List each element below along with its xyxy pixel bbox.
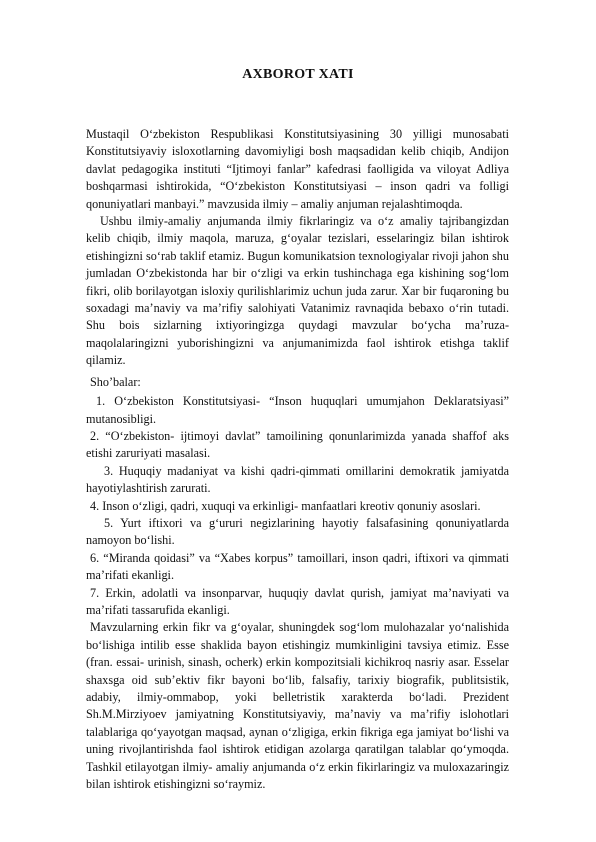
section-item-3: 3. Huquqiy madaniyat va kishi qadri-qimmati omillarini demokratik jamiyatda hayotiylashtirish zarurati. [86, 463, 509, 496]
section-item-4: 4. Inson o‘zligi, qadri, xuquqi va erkinligi- manfaatlari kreotiv qonuniy asoslari. [90, 498, 481, 513]
document-body [86, 126, 509, 793]
section-item-5: 5. Yurt iftixori va g‘ururi negizlarining hayotiy falsafasining qonuniyatlarda namoyon bo‘lishi. [86, 515, 509, 548]
section-item-7: 7. Erkin, adolatli va insonparvar, huquqiy davlat qurish, jamiyat ma’naviyati va ma’rifati tassarufida ekanligi. [86, 585, 509, 617]
section-item-6: 6. “Miranda qoidasi” va “Xabes korpus” tamoillari, inson qadri, iftixori va qimmati ma’rifati ekanligi. [86, 550, 509, 583]
sections-heading: Sho’balar: [90, 374, 141, 389]
intro-paragraph: Mustaqil O‘zbekiston Respublikasi Konstitutsiyasining 30 yilligi munosabati Konstitutsiyaviy isloxotlarning davomiyligi bosh maqsadidan kelib chiqib, Andijon davlat pedagogika instituti “Ijtimoyi fanlar” kafedrasi faolligida va viloyat Adliya boshqarmasi ishtirokida, “O‘zbekiston Konstitutsiyasi – inson qadri va folligi qonuniyatlari manbayi.” mavzusida ilmiy – amaliy anjuman rejalashtimoqda. [86, 127, 509, 211]
document-title: AXBOROT XATI [242, 67, 354, 82]
section-item-1: 1. O‘zbekiston Konstitutsiyasi- “Inson huquqlari umumjahon Deklaratsiyasi” mutanosibligi. [86, 394, 509, 426]
invitation-paragraph: Ushbu ilmiy-amaliy anjumanda ilmiy fikrlaringiz va o‘z amaliy tajribangizdan kelib chiqib, ilmiy maqola, maruza, g‘oyalar tezislari, esselaringiz bilan ishtirok etishingizni so‘rab taklif etamiz. Bugun komunikatsion texnologiyalar rivoji jahon shu jumladan O‘zbekistonda har bir o‘zligi va erkin tushinchaga ega kishining sog‘lom fikri, olib borilayotgan isloxiy qurilishlarimiz uchun juda zarur. Xar bir fuqaroning bu soxadagi ma’naviy va ma’rifiy salohiyati Vatanimiz ravnaqida bebaxo o‘rin tutadi. Shu bois sizlarning ixtiyoringizga quydagi mavzular bo‘ycha ma’ruza-maqolalaringizni yuborishingizni va anjumanimizda faol ishtirok etishga taklif qilamiz. [86, 214, 509, 368]
section-item-2: 2. “O‘zbekiston- ijtimoyi davlat” tamoilining qonunlarimizda yanada shaffof aks etishi zaruriyati masalasi. [86, 428, 509, 461]
closing-paragraph: Mavzularning erkin fikr va g‘oyalar, shuningdek sog‘lom mulohazalar yo‘nalishida bo‘lishiga intilib esse shaklida bayon etishingiz mumkinligini tavsiya etimiz. Esse (fran. essai- urinish, sinash, ocherk) erkin kompozitsiali kichikroq nasriy asar. Esselar shaxsga oid sub’ektiv fikr bayoni bo‘lib, falsafiy, tarixiy biografik, publitsistik, adabiy, ilmiy-ommabop, yoki belletristik xarakterda bo‘ladi. Prezident Sh.M.Mirziyoev jamiyatning Konstitutsiyaviy, ma’naviy va ma’rifiy islohotlari talablariga qo‘yayotgan maqsad, aynan o‘zligiga, erkin fikriga ega jamiyat bo‘lishi va uning rivojlantirishda faol ishtirok etidigan azolarga qaratilgan talablar qo‘ymoqda. Tashkil etilayotgan ilmiy- amaliy anjumanda o‘z erkin fikirlaringiz va muloxazaringiz bilan ishtirok etishingizni so‘raymiz. [86, 620, 509, 792]
